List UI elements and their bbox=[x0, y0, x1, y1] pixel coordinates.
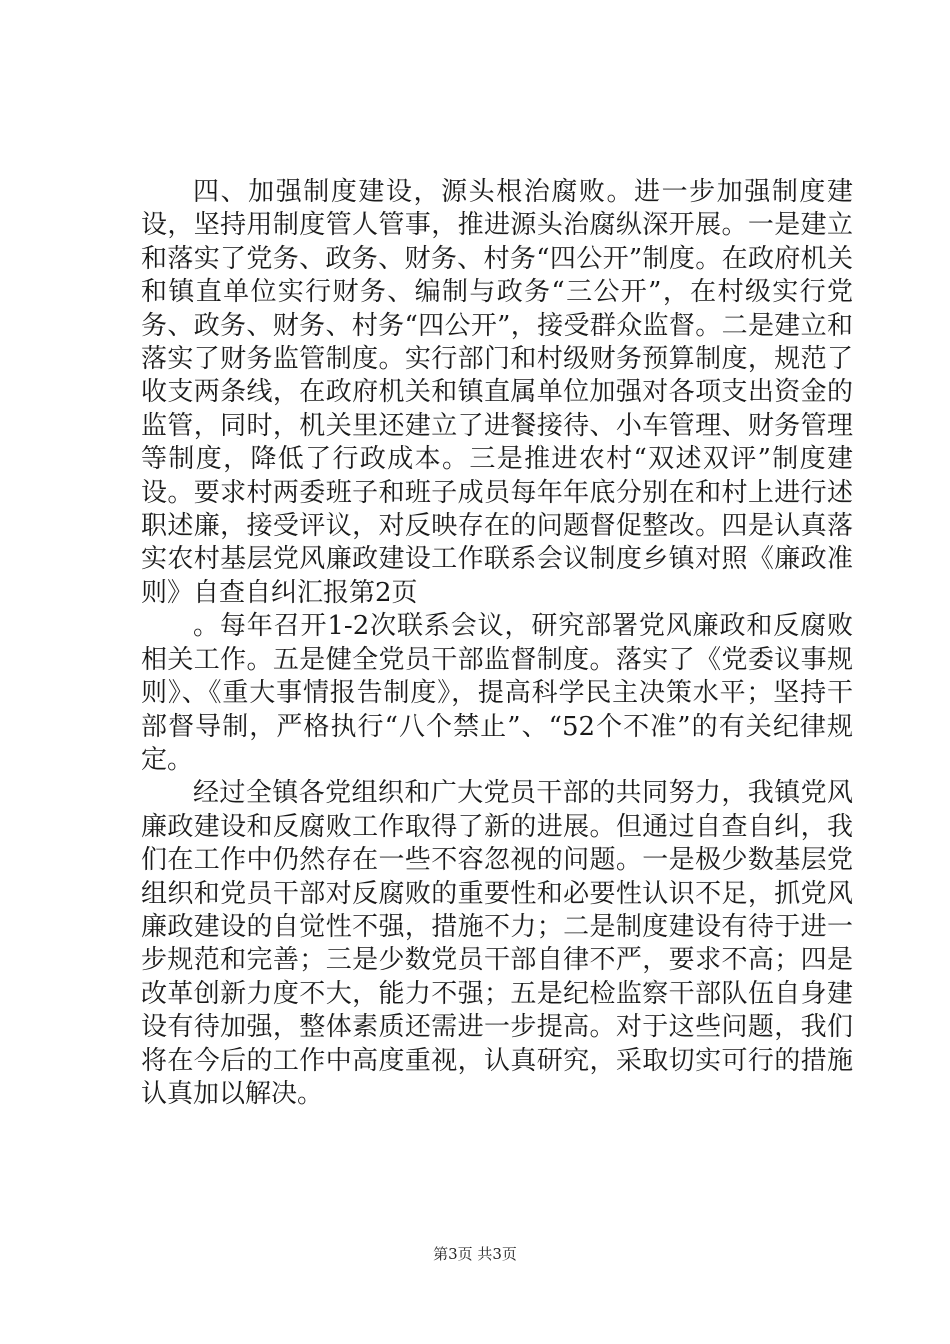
page-number-label: 第3页 共3页 bbox=[433, 1245, 517, 1263]
paragraph-institution-building: 四、加强制度建设，源头根治腐败。进一步加强制度建设，坚持用制度管人管事，推进源头治腐纵深开展。一是建立和落实了党务、政务、财务、村务“四公开”制度。在政府机关和镇直单位实行财务、编制与政务“三公开”，在村级实行党务、政务、财务、村务“四公开”，接受群众监督。二是建立和落实了财务监管制度。实行部门和村级财务预算制度，规范了收支两条线，在政府机关和镇直属单位加强对各项支出资金的监管，同时，机关里还建立了进餐接待、小车管理、财务管理等制度，降低了行政成本。三是推进农村“双述双评”制度建设。要求村两委班子和班子成员每年年底分别在和村上进行述职述廉，接受评议，对反映存在的问题督促整改。四是认真落实农村基层党风廉政建设工作联系会议制度乡镇对照《廉政准则》自查自纠汇报第2页 bbox=[141, 177, 853, 608]
paragraph-liaison-meetings: 。每年召开1-2次联系会议，研究部署党风廉政和反腐败相关工作。五是健全党员干部监督制度。落实了《党委议事规则》、《重大事情报告制度》，提高科学民主决策水平；坚持干部督导制，严格执行“八个禁止”、“52个不准”的有关纪律规定。 bbox=[141, 611, 853, 775]
document-body bbox=[141, 176, 853, 1111]
page-footer bbox=[0, 1244, 950, 1264]
paragraph-existing-problems: 经过全镇各党组织和广大党员干部的共同努力，我镇党风廉政建设和反腐败工作取得了新的进展。但通过自查自纠，我们在工作中仍然存在一些不容忽视的问题。一是极少数基层党组织和党员干部对反腐败的重要性和必要性认识不足，抓党风廉政建设的自觉性不强，措施不力；二是制度建设有待于进一步规范和完善；三是少数党员干部自律不严，要求不高；四是改革创新力度不大，能力不强；五是纪检监察干部队伍自身建设有待加强，整体素质还需进一步提高。对于这些问题，我们将在今后的工作中高度重视，认真研究，采取切实可行的措施认真加以解决。 bbox=[141, 778, 853, 1109]
